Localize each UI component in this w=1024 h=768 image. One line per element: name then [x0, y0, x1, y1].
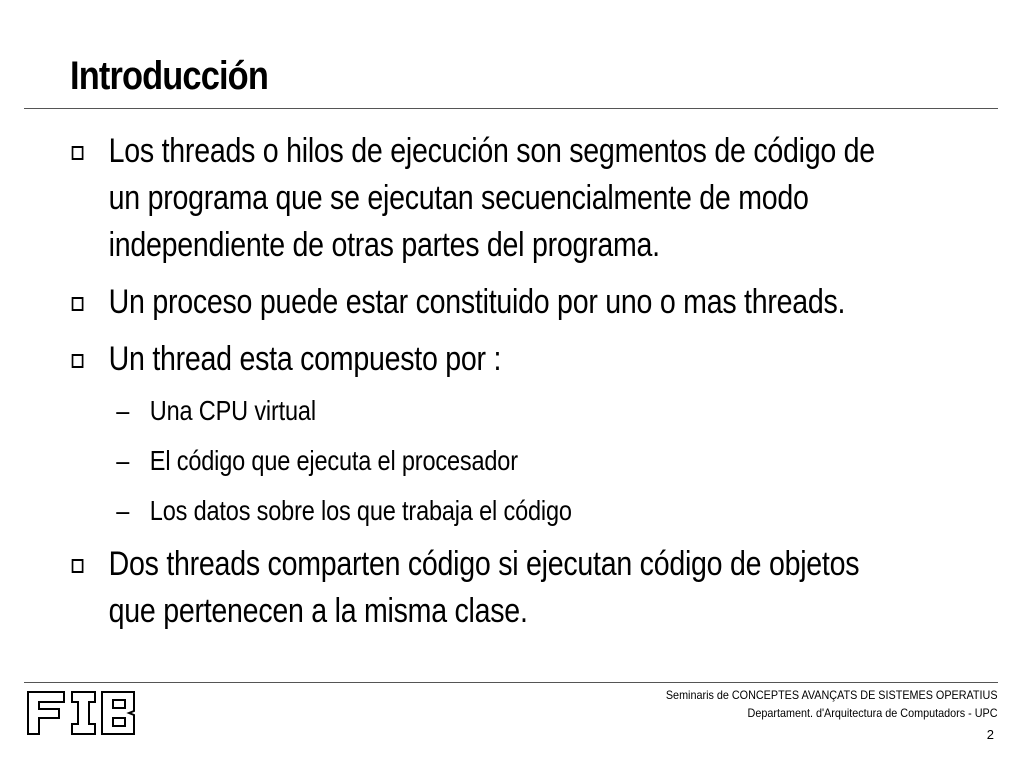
dash-bullet: –: [116, 495, 130, 526]
square-bullet-icon: [72, 559, 84, 573]
dash-bullet: –: [116, 395, 130, 426]
bullet-item: [70, 336, 910, 383]
square-bullet-icon: [72, 297, 84, 311]
title-divider: [24, 108, 998, 109]
footer-department: Departament. d'Arquitectura de Computadors - UPC: [748, 706, 998, 720]
sub-bullet-text: Los datos sobre los que trabaja el código: [149, 495, 572, 526]
bullet-item: [70, 541, 910, 635]
footer-divider: [24, 682, 998, 683]
bullet-text: Un thread esta compuesto por :: [108, 340, 502, 378]
sub-bullet-item: [116, 491, 910, 531]
sub-bullet-item: [116, 391, 910, 431]
footer-seminar: Seminaris de CONCEPTES AVANÇATS DE SISTEMES OPERATIUS: [666, 688, 998, 702]
bullet-text: Un proceso puede estar constituido por uno o mas threads.: [108, 283, 846, 321]
sub-bullet-text: El código que ejecuta el procesador: [149, 445, 518, 476]
square-bullet-icon: [72, 354, 84, 368]
bullet-text: Dos threads comparten código si ejecutan código de objetos que pertenecen a la misma clase.: [108, 545, 860, 630]
slide-title: Introducción: [70, 54, 268, 98]
sub-bullet-item: [116, 441, 910, 481]
bullet-item: [70, 128, 910, 269]
bullet-list: [70, 128, 910, 645]
page-number: 2: [986, 727, 994, 742]
bullet-item: [70, 279, 910, 326]
fib-logo: [26, 690, 138, 736]
square-bullet-icon: [72, 146, 84, 160]
sub-bullet-list: [116, 391, 910, 531]
footer-credits: [629, 686, 998, 722]
dash-bullet: –: [116, 445, 130, 476]
bullet-text: Los threads o hilos de ejecución son segmentos de código de un programa que se ejecutan secuencialmente de modo independiente de otras partes del programa.: [108, 132, 875, 264]
sub-bullet-text: Una CPU virtual: [149, 395, 316, 426]
